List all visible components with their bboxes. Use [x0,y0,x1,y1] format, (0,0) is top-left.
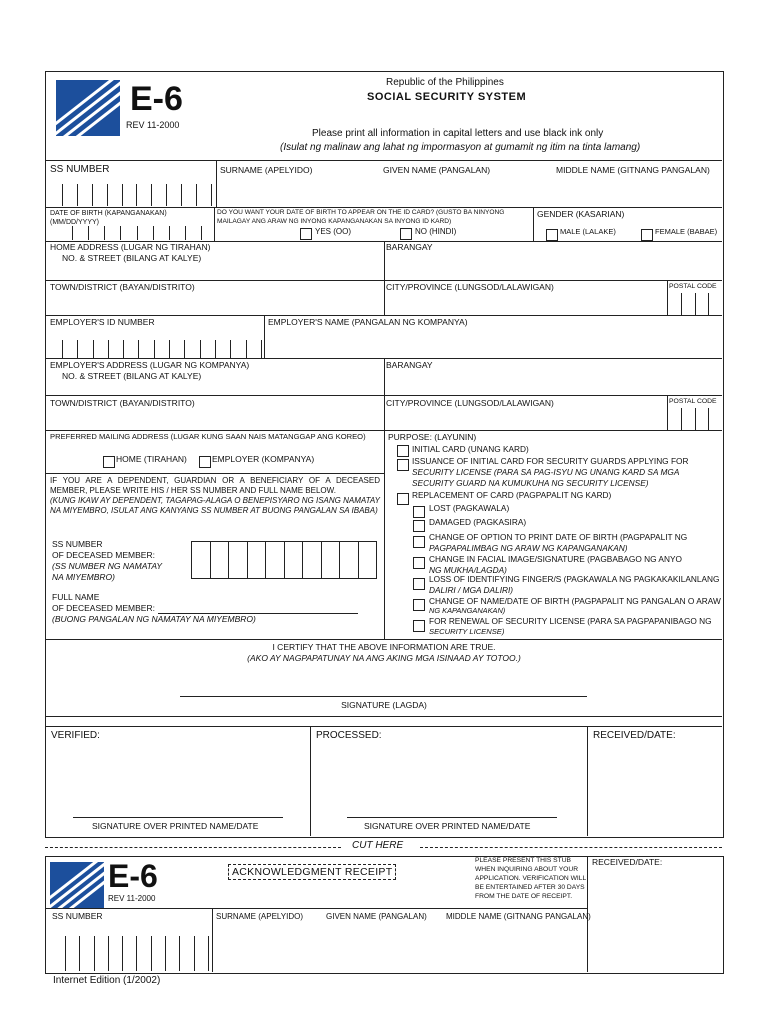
dob-no-checkbox[interactable] [400,228,412,240]
certify-line-1: I CERTIFY THAT THE ABOVE INFORMATION ARE TRUE. [272,642,496,652]
employer-id-field[interactable] [62,340,262,358]
lost-checkbox[interactable] [413,506,425,518]
name-change-label-2: NG KAPANGANAKAN) [429,606,506,615]
stub-received-label: RECEIVED/DATE: [592,857,663,867]
replacement-label: REPLACEMENT OF CARD (PAGPAPALIT NG KARD) [412,490,612,500]
initial-card-checkbox[interactable] [397,445,409,457]
instruction: Please print all information in capital letters and use black ink only [312,128,604,139]
employer-postal-field[interactable] [681,408,709,430]
home-town-label: TOWN/DISTRICT (BAYAN/DISTRITO) [50,282,195,292]
stub-form-code: E-6 [108,858,158,894]
republic-title: Republic of the Philippines [386,77,504,88]
name-change-label: CHANGE OF NAME/DATE OF BIRTH (PAGPAPALIT NG PANGALAN O ARAW [429,596,721,606]
instruction-tagalog: (Isulat ng malinaw ang lahat ng impormasyon at gumamit ng itim na tinta lamang) [280,142,641,153]
security-guard-label-2: SECURITY LICENSE (PARA SA PAG-ISYU NG UNANG KARD SA MGA [412,467,680,477]
renewal-checkbox[interactable] [413,620,425,632]
dob-yes-label: YES (OO) [315,227,352,236]
mailing-employer-label: EMPLOYER (KOMPANYA) [212,454,315,464]
stub-logo-icon [50,862,104,908]
stub-ss-field[interactable] [65,936,209,971]
stub-ss-label: SS NUMBER [52,911,103,921]
given-name-label: GIVEN NAME (PANGALAN) [383,165,491,175]
certify-line-2: (AKO AY NAGPAPATUNAY NA ANG AKING MGA ISINAAD AY TOTOO.) [247,653,521,663]
agency-title: SOCIAL SECURITY SYSTEM [367,91,527,103]
stub-given-label: GIVEN NAME (PANGALAN) [326,912,427,921]
female-label: FEMALE (BABAE) [655,227,718,236]
damaged-label: DAMAGED (PAGKASIRA) [429,517,527,527]
home-postal-field[interactable] [681,293,709,315]
lost-label: LOST (PAGKAWALA) [429,503,510,513]
facial-label: CHANGE IN FACIAL IMAGE/SIGNATURE (PAGBABAGO NG ANYO [429,554,682,564]
signature-label: SIGNATURE (LAGDA) [341,700,427,710]
deceased-name-label-2: OF DECEASED MEMBER: [52,603,155,613]
verified-signature-label: SIGNATURE OVER PRINTED NAME/DATE [92,821,259,831]
stub-middle-label: MIDDLE NAME (GITNANG PANGALAN) [446,912,591,921]
name-change-checkbox[interactable] [413,599,425,611]
ss-number-label: SS NUMBER [50,164,110,175]
ss-number-field[interactable] [62,184,212,206]
signature-line[interactable] [180,696,587,697]
home-postal-label: POSTAL CODE [669,283,717,290]
form-revision: REV 11-2000 [126,120,180,130]
security-guard-label-3: SECURITY GUARD NA KUMUKUHA NG SECURITY LICENSE) [412,478,649,488]
deceased-name-label-3: (BUONG PANGALAN NG NAMATAY NA MIYEMBRO) [52,614,256,624]
option-label: CHANGE OF OPTION TO PRINT DATE OF BIRTH (PAGPAPALIT NG [429,532,688,542]
replacement-checkbox[interactable] [397,493,409,505]
form-code: E-6 [130,80,183,118]
dob-no-label: NO (HINDI) [415,227,457,236]
home-city-label: CITY/PROVINCE (LUNGSOD/LALAWIGAN) [386,282,554,292]
home-barangay-label: BARANGAY [386,242,433,252]
received-label: RECEIVED/DATE: [593,730,676,741]
processed-label: PROCESSED: [316,730,382,741]
surname-label: SURNAME (APELYIDO) [220,165,313,175]
mailing-employer-checkbox[interactable] [199,456,211,468]
cut-here-label: CUT HERE [352,840,404,851]
renewal-label: FOR RENEWAL OF SECURITY LICENSE (PARA SA PAGPAPANIBAGO NG [429,616,712,626]
stub-surname-label: SURNAME (APELYIDO) [216,912,303,921]
employer-name-label: EMPLOYER'S NAME (PANGALAN NG KOMPANYA) [268,317,468,327]
deceased-ss-field[interactable] [191,541,377,579]
security-guard-checkbox[interactable] [397,459,409,471]
male-checkbox[interactable] [546,229,558,241]
stub-title: ACKNOWLEDGMENT RECEIPT [228,864,396,880]
dob-question-2: MAILAGAY ANG ARAW NG INYONG KAPANGANAKAN SA INYONG ID KARD) [217,218,452,225]
stub-note-5: FROM THE DATE OF RECEIPT. [475,893,573,900]
verified-label: VERIFIED: [51,730,100,741]
dob-label: DATE OF BIRTH (KAPANGANAKAN) [50,210,167,217]
gender-label: GENDER (KASARIAN) [537,209,625,219]
option-checkbox[interactable] [413,536,425,548]
security-guard-label: ISSUANCE OF INITIAL CARD FOR SECURITY GUARDS APPLYING FOR [412,456,689,466]
stub-note-2: WHEN INQUIRING ABOUT YOUR [475,866,579,873]
stub-note-3: APPLICATION. VERIFICATION WILL [475,875,587,882]
deceased-name-field[interactable] [158,613,358,614]
deceased-ss-label-2: OF DECEASED MEMBER: [52,550,155,560]
purpose-label: PURPOSE: (LAYUNIN) [388,432,477,442]
employer-id-label: EMPLOYER'S ID NUMBER [50,317,155,327]
deceased-intro: IF YOU ARE A DEPENDENT, GUARDIAN OR A BENEFICIARY OF A DECEASED MEMBER, PLEASE WRITE HIS / HER SS NUMBER AND FULL NAME BELOW. [50,476,380,495]
finger-label: LOSS OF IDENTIFYING FINGER/S (PAGKAWALA NG PAGKAKAKILANLANG [429,574,720,584]
home-street-label: NO. & STREET (BILANG AT KALYE) [62,253,202,263]
female-checkbox[interactable] [641,229,653,241]
male-label: MALE (LALAKE) [560,227,616,236]
damaged-checkbox[interactable] [413,520,425,532]
option-label-2: PAGPAPALIMBAG NG ARAW NG KAPANGANAKAN) [429,543,628,553]
stub-note-1: PLEASE PRESENT THIS STUB [475,857,572,864]
processed-signature-label: SIGNATURE OVER PRINTED NAME/DATE [364,821,531,831]
deceased-ss-label: SS NUMBER [52,539,103,549]
dob-format: (MM/DD/YYYY) [50,219,99,226]
home-address-label: HOME ADDRESS (LUGAR NG TIRAHAN) [50,242,211,252]
employer-street-label: NO. & STREET (BILANG AT KALYE) [62,371,202,381]
mailing-home-label: HOME (TIRAHAN) [116,454,187,464]
renewal-label-2: SECURITY LICENSE) [429,627,505,636]
edition-footer: Internet Edition (1/2002) [53,975,161,986]
dob-question: DO YOU WANT YOUR DATE OF BIRTH TO APPEAR ON THE ID CARD? (GUSTO BA NINYONG [217,209,505,216]
finger-checkbox[interactable] [413,578,425,590]
dob-field[interactable] [72,226,202,240]
deceased-name-label: FULL NAME [52,592,100,602]
facial-label-2: NG MUKHA/LAGDA) [429,565,507,575]
mailing-home-checkbox[interactable] [103,456,115,468]
stub-note-4: BE ENTERTAINED AFTER 30 DAYS [475,884,585,891]
mailing-label: PREFERRED MAILING ADDRESS (LUGAR KUNG SAAN NAIS MATANGGAP ANG KOREO) [50,432,366,441]
cut-line-right [420,847,722,848]
verified-signature-line[interactable] [73,817,283,818]
facial-checkbox[interactable] [413,557,425,569]
stub-revision: REV 11-2000 [108,894,156,903]
cut-line-left [45,847,341,848]
sss-logo-icon [56,80,120,136]
deceased-intro-tagalog: (KUNG IKAW AY DEPENDENT, TAGAPAG-ALAGA O BENEPISYARO NG ISANG NAMATAY NA MIYEMBRO, ISULAT ANG KANYANG SS NUMBER AT BUONG PANGALAN SA IBABA) [50,496,380,515]
dob-yes-checkbox[interactable] [300,228,312,240]
initial-card-label: INITIAL CARD (UNANG KARD) [412,444,529,454]
employer-town-label: TOWN/DISTRICT (BAYAN/DISTRITO) [50,398,195,408]
employer-barangay-label: BARANGAY [386,360,433,370]
deceased-ss-label-3: (SS NUMBER NG NAMATAY [52,561,163,571]
employer-city-label: CITY/PROVINCE (LUNGSOD/LALAWIGAN) [386,398,554,408]
finger-label-2: DALIRI / MGA DALIRI) [429,585,514,595]
middle-name-label: MIDDLE NAME (GITNANG PANGALAN) [556,165,710,175]
employer-address-label: EMPLOYER'S ADDRESS (LUGAR NG KOMPANYA) [50,360,250,370]
deceased-ss-label-4: NA MIYEMBRO) [52,572,115,582]
employer-postal-label: POSTAL CODE [669,398,717,405]
processed-signature-line[interactable] [347,817,557,818]
